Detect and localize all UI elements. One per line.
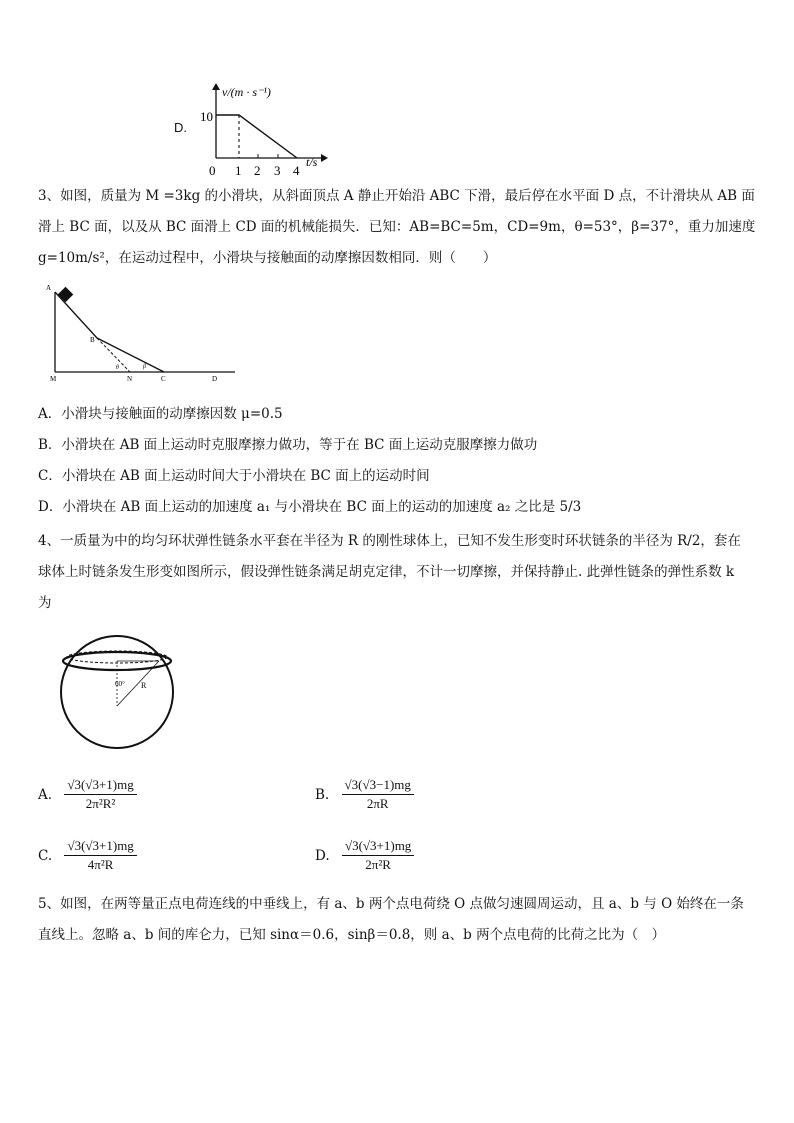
q4-option-a-num: √3(√3+1)mg xyxy=(64,777,136,795)
t-tick-1: 1 xyxy=(235,163,242,178)
q2-option-d-letter: D. xyxy=(174,120,187,135)
q3-option-a[interactable]: A．小滑块与接触面的动摩擦因数 μ=0.5 xyxy=(38,406,283,422)
q4-option-b-num: √3(√3−1)mg xyxy=(342,777,414,795)
q4-option-d[interactable] xyxy=(315,838,414,873)
q4-option-a[interactable] xyxy=(38,777,137,812)
label-b: B xyxy=(90,336,95,344)
q4-option-c-den: 4π²R xyxy=(87,857,114,872)
label-beta: β xyxy=(143,364,146,370)
label-m: M xyxy=(50,375,57,383)
vt-curve xyxy=(216,115,297,158)
q4-option-c[interactable] xyxy=(38,838,137,873)
q4-option-c-fraction xyxy=(64,838,136,873)
t-tick-2: 2 xyxy=(254,163,261,178)
q4-option-b-den: 2πR xyxy=(366,796,389,811)
q4-option-d-num: √3(√3+1)mg xyxy=(342,838,414,856)
q3-incline-figure xyxy=(40,280,245,385)
t-axis-label: t/s xyxy=(306,155,318,169)
q4-option-c-letter: C. xyxy=(38,847,53,864)
q4-line-3: 为 xyxy=(38,595,52,611)
q3-option-c[interactable]: C．小滑块在 AB 面上运动时间大于小滑块在 BC 面上的运动时间 xyxy=(38,468,430,484)
v-axis-arrow xyxy=(212,83,220,90)
vt-graph xyxy=(196,80,336,180)
t-tick-3: 3 xyxy=(274,163,281,178)
t-axis-arrow xyxy=(321,154,328,162)
q4-option-b[interactable] xyxy=(315,777,414,812)
label-d: D xyxy=(212,375,218,383)
q4-option-a-fraction xyxy=(64,777,136,812)
label-c: C xyxy=(161,375,166,383)
q5-line-1: 5、如图，在两等量正点电荷连线的中垂线上，有 a、b 两个点电荷绕 O 点做匀速圆周运动，且 a、b 与 O 始终在一条 xyxy=(38,896,744,912)
q3-option-d[interactable]: D．小滑块在 AB 面上运动的加速度 a₁ 与小滑块在 BC 面上的运动的加速度 a₂ 之比是 5/3 xyxy=(38,499,582,515)
q3-line-3: g=10m/s²，在运动过程中，小滑块与接触面的动摩擦因数相同．则（ ） xyxy=(38,250,497,266)
label-a: A xyxy=(46,284,52,292)
q4-option-d-den: 2π²R xyxy=(365,857,391,872)
q3-line-2: 滑上 BC 面，以及从 BC 面滑上 CD 面的机械能损失．已知：AB=BC=5m，CD=9m，θ=53°，β=37°，重力加速度 xyxy=(38,219,756,235)
q4-line-1: 4、一质量为中的均匀环状弹性链条水平套在半径为 R 的刚性球体上，已知不发生形变时环状链条的半径为 R/2，套在 xyxy=(38,533,741,549)
label-theta: θ xyxy=(116,365,119,371)
q4-line-2: 球体上时链条发生形变如图所示，假设弹性链条满足胡克定律，不计一切摩擦，并保持静止. 此弹性链条的弹性系数 k xyxy=(38,564,735,580)
q5-line-2: 直线上。忽略 a、b 间的库仑力，已知 sinα＝0.6，sinβ＝0.8，则 a、b 两个点电荷的比荷之比为（ ） xyxy=(38,927,666,943)
t-tick-4: 4 xyxy=(293,163,300,178)
label-n: N xyxy=(127,375,133,383)
label-angle: 60° xyxy=(115,680,125,688)
q4-option-d-fraction xyxy=(342,838,414,873)
q4-option-b-letter: B. xyxy=(315,786,330,803)
v-axis-label: v/(m · s⁻¹) xyxy=(222,85,271,99)
q4-option-a-letter: A. xyxy=(38,786,53,803)
label-r: R xyxy=(141,681,147,690)
q4-option-a-den: 2π²R² xyxy=(85,796,116,811)
v-tick-10: 10 xyxy=(200,109,213,124)
t-tick-0: 0 xyxy=(209,163,216,178)
q4-sphere-figure xyxy=(55,628,180,753)
q3-line-1: 3、如图，质量为 M =3kg 的小滑块，从斜面顶点 A 静止开始沿 ABC 下滑，最后停在水平面 D 点，不计滑块从 AB 面 xyxy=(38,188,755,204)
q3-option-b[interactable]: B．小滑块在 AB 面上运动时克服摩擦力做功，等于在 BC 面上运动克服摩擦力做功 xyxy=(38,437,538,453)
slider-block xyxy=(58,287,74,303)
q4-option-b-fraction xyxy=(342,777,414,812)
q4-option-d-letter: D. xyxy=(315,847,330,864)
q4-option-c-num: √3(√3+1)mg xyxy=(64,838,136,856)
